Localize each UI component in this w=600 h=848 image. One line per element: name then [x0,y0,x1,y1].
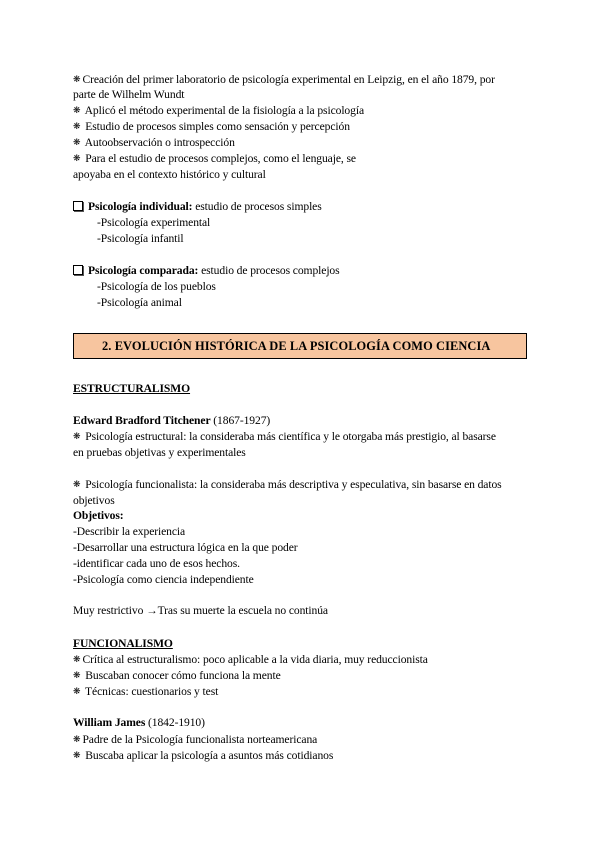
comparada-item-2: -Psicología animal [97,296,182,309]
funcionalismo-heading: FUNCIONALISMO [73,637,173,650]
wundt-line-5: ❋ Autoobservación o introspección [73,136,235,149]
objetivo-item-3: -identificar cada uno de esos hechos. [73,557,240,570]
individual-item-1: -Psicología experimental [97,216,211,229]
funcionalismo-line-3: ❋ Técnicas: cuestionarios y test [73,685,219,698]
objetivo-item-2: -Desarrollar una estructura lógica en la que poder [73,541,298,554]
james-line: William James (1842-1910) [73,716,205,729]
checkbox-icon [73,201,83,211]
estructural-line-2: en pruebas objetivas y experimentales [73,446,246,459]
objetivo-item-4: -Psicología como ciencia independiente [73,573,254,586]
titchener-line: Edward Bradford Titchener (1867-1927) [73,414,271,427]
funcionalismo-line-1: ❋ Crítica al estructuralismo: poco aplicable a la vida diaria, muy reduccionista [73,653,428,666]
section-banner [73,333,527,359]
james-line-2: ❋ Buscaba aplicar la psicología a asuntos más cotidianos [73,749,334,762]
wundt-line-3: ❋ Aplicó el método experimental de la fisiología a la psicología [73,104,364,117]
funcionalista-line-2: objetivos [73,494,115,507]
checkbox-icon [73,265,83,275]
james-line-1: ❋ Padre de la Psicología funcionalista norteamericana [73,733,318,746]
individual-item-2: -Psicología infantil [97,232,184,245]
psicologia-comparada: Psicología comparada: estudio de procesos complejos [73,264,340,278]
objetivos-label: Objetivos: [73,509,124,522]
funcionalista-line-1: ❋ Psicología funcionalista: la consideraba más descriptiva y especulativa, sin basarse en datos [73,478,502,491]
wundt-line-4: ❋ Estudio de procesos simples como sensación y percepción [73,120,350,133]
estructural-line-1: ❋ Psicología estructural: la consideraba más científica y le otorgaba más prestigio, al basarse [73,430,496,443]
wundt-line-7: apoyaba en el contexto histórico y cultural [73,168,266,181]
wundt-line-1: ❋ Creación del primer laboratorio de psicología experimental en Leipzig, en el año 1879, por [73,73,495,86]
psicologia-individual: Psicología individual: estudio de procesos simples [73,200,322,214]
wundt-line-6: ❋ Para el estudio de procesos complejos, como el lenguaje, se [73,152,356,165]
section-title: 2. EVOLUCIÓN HISTÓRICA DE LA PSICOLOGÍA COMO CIENCIA [102,338,491,353]
comparada-item-1: -Psicología de los pueblos [97,280,216,293]
funcionalismo-line-2: ❋ Buscaban conocer cómo funciona la mente [73,669,281,682]
conclusion-line: Muy restrictivo →Tras su muerte la escuela no continúa [73,604,328,617]
objetivo-item-1: -Describir la experiencia [73,525,186,538]
estructuralismo-heading: ESTRUCTURALISMO [73,382,191,395]
wundt-line-2: parte de Wilhelm Wundt [73,88,185,101]
